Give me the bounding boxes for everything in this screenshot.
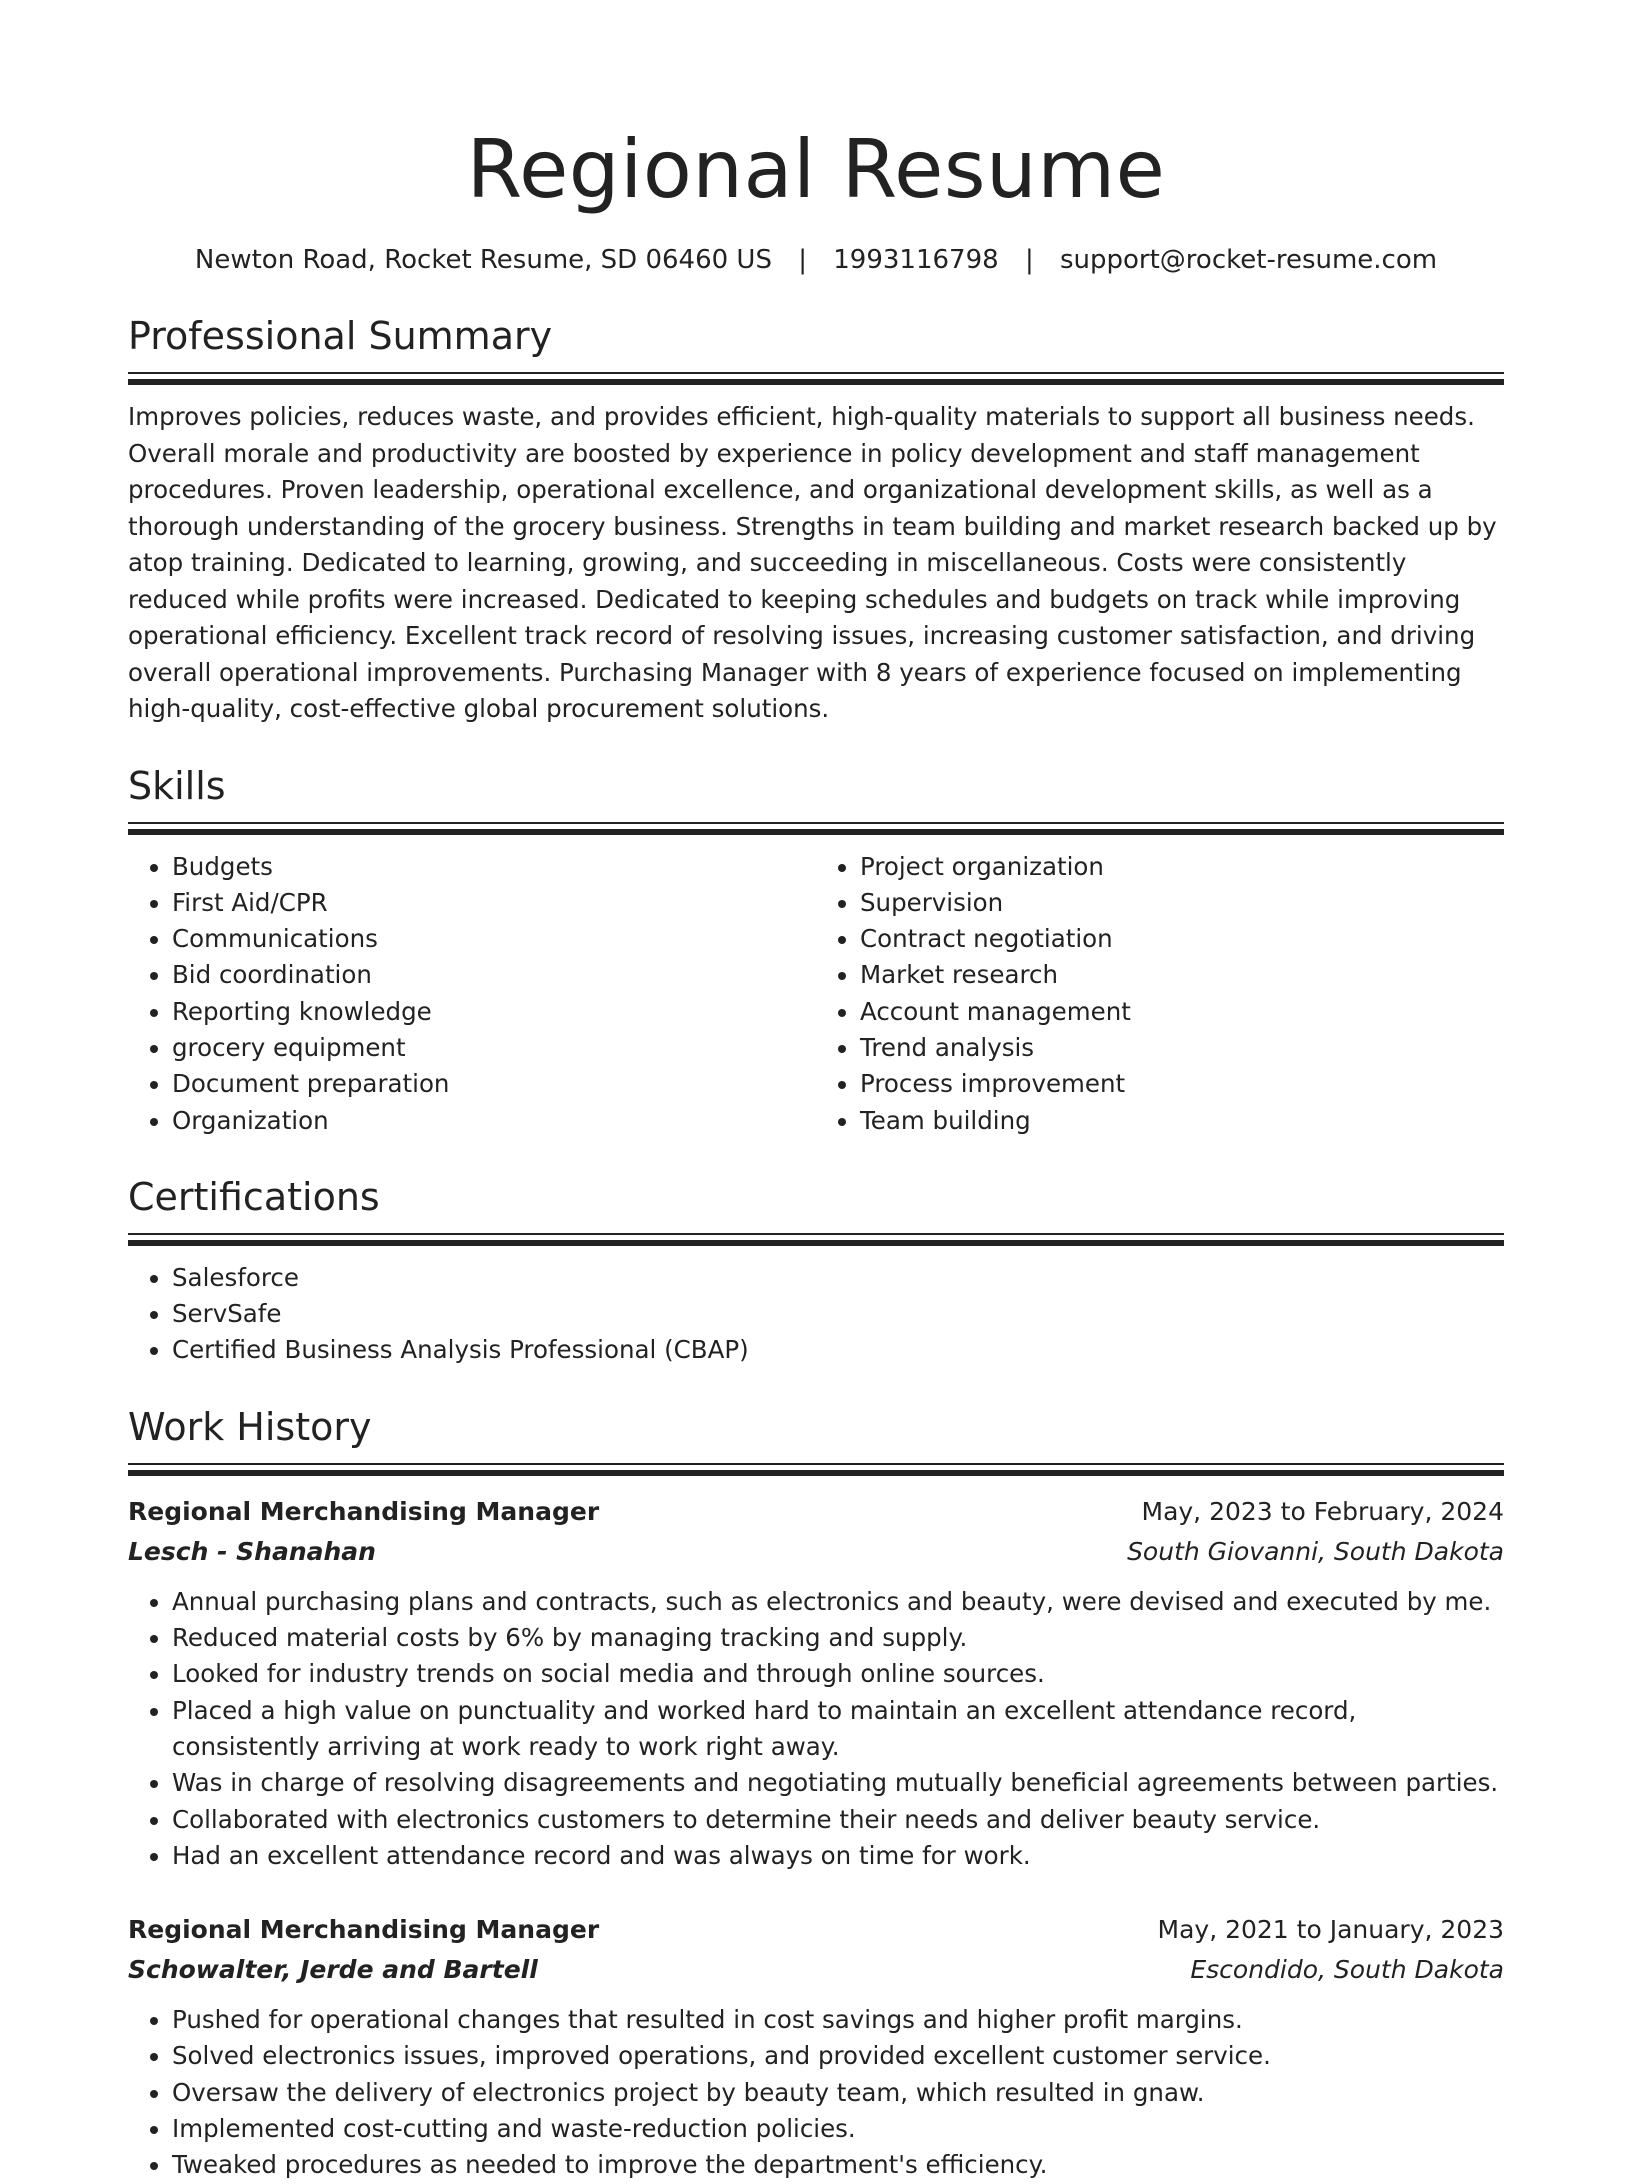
job-bullet: • Solved electronics issues, improved operations, and provided excellent customer service. (172, 2038, 1504, 2074)
skill-item: • Project organization (860, 849, 1504, 885)
certification-item: • Salesforce (172, 1260, 1504, 1296)
section-rule-thick (128, 379, 1504, 385)
summary-section (128, 312, 1504, 728)
job-bullets (128, 2002, 1504, 2183)
certifications-section (128, 1173, 1504, 1369)
skill-item: • grocery equipment (172, 1030, 816, 1066)
section-title-skills: Skills (128, 763, 226, 808)
resume-name: Regional Resume (466, 123, 1166, 216)
skill-item: • Market research (860, 957, 1504, 993)
section-title-certifications: Certifications (128, 1174, 380, 1219)
section-rule-thick (128, 1240, 1504, 1246)
skill-item: • First Aid/CPR (172, 885, 816, 921)
job-dates: May, 2023 to February, 2024 (1141, 1496, 1504, 1526)
work-history-section (128, 1403, 1504, 2184)
section-rule-thick (128, 1470, 1504, 1476)
certifications-list (128, 1260, 1504, 1369)
job-bullet: • Looked for industry trends on social media and through online sources. (172, 1656, 1504, 1692)
job-bullet: • Annual purchasing plans and contracts, such as electronics and beauty, were devised and executed by me. (172, 1584, 1504, 1620)
job-title: Regional Merchandising Manager (128, 1496, 600, 1526)
contact-phone: 1993116798 (833, 245, 999, 275)
job-company: Lesch - Shanahan (128, 1536, 376, 1566)
skill-item: • Reporting knowledge (172, 994, 816, 1030)
job-bullet: • Placed a high value on punctuality and worked hard to maintain an excellent attendance record, consistently arriving at work ready to work right away. (172, 1693, 1504, 1766)
job-entry (128, 1910, 1504, 2183)
job-bullet: • Had an excellent attendance record and was always on time for work. (172, 1838, 1504, 1874)
skill-item: • Team building (860, 1103, 1504, 1139)
skills-columns (128, 849, 1504, 1139)
job-company-row (128, 1532, 1504, 1572)
contact-address: Newton Road, Rocket Resume, SD 06460 US (194, 245, 772, 275)
section-rule (128, 1233, 1504, 1235)
skill-item: • Bid coordination (172, 957, 816, 993)
skill-item: • Trend analysis (860, 1030, 1504, 1066)
job-company: Schowalter, Jerde and Bartell (128, 1955, 538, 1985)
section-rule (128, 372, 1504, 374)
job-bullet: • Reduced material costs by 6% by managing tracking and supply. (172, 1620, 1504, 1656)
job-title: Regional Merchandising Manager (128, 1915, 600, 1945)
job-company-row (128, 1950, 1504, 1990)
section-rule-thick (128, 829, 1504, 835)
job-location: South Giovanni, South Dakota (1127, 1536, 1504, 1566)
job-bullet: • Pushed for operational changes that resulted in cost savings and higher profit margins. (172, 2002, 1504, 2038)
skill-item: • Supervision (860, 885, 1504, 921)
job-bullet: • Implemented cost-cutting and waste-reduction policies. (172, 2111, 1504, 2147)
contact-line (128, 242, 1504, 278)
contact-separator: | (798, 245, 807, 275)
job-bullet: • Collaborated with electronics customers to determine their needs and deliver beauty service. (172, 1802, 1504, 1838)
job-header-row (128, 1910, 1504, 1950)
job-bullet: • Oversaw the delivery of electronics project by beauty team, which resulted in gnaw. (172, 2075, 1504, 2111)
skills-list-left (128, 849, 816, 1139)
contact-separator: | (1024, 245, 1034, 275)
job-dates: May, 2021 to January, 2023 (1157, 1915, 1504, 1945)
section-title-work-history: Work History (128, 1404, 372, 1449)
certification-item: • ServSafe (172, 1296, 1504, 1332)
summary-text: Improves policies, reduces waste, and provides efficient, high-quality materials to support all business needs. Overall morale and productivity are boosted by experience in policy development and staff management procedures. Proven leadership, operational excellence, and organizational development skills, as well as a thorough understanding of the grocery business. Strengths in team building and market research backed up by atop training. Dedicated to learning, growing, and succeeding in miscellaneous. Costs were consistently reduced while profits were increased. Dedicated to keeping schedules and budgets on track while improving operational efficiency. Excellent track record of resolving issues, increasing customer satisfaction, and driving overall operational improvements. Purchasing Manager with 8 years of experience focused on implementing high-quality, cost-effective global procurement solutions. (128, 402, 1497, 723)
skill-item: • Document preparation (172, 1066, 816, 1102)
section-rule (128, 1463, 1504, 1465)
job-entry (128, 1492, 1504, 1874)
certification-item: • Certified Business Analysis Professional (CBAP) (172, 1332, 1504, 1368)
skill-item: • Communications (172, 921, 816, 957)
job-bullets (128, 1584, 1504, 1874)
section-title-summary: Professional Summary (128, 314, 553, 358)
skills-section (128, 762, 1504, 1139)
skill-item: • Process improvement (860, 1066, 1504, 1102)
job-header-row (128, 1492, 1504, 1532)
skill-item: • Organization (172, 1103, 816, 1139)
skills-list-right (816, 849, 1504, 1139)
skill-item: • Contract negotiation (860, 921, 1504, 957)
job-bullet: • Was in charge of resolving disagreements and negotiating mutually beneficial agreements between parties. (172, 1765, 1504, 1801)
job-location: Escondido, South Dakota (1190, 1955, 1504, 1985)
skill-item: • Budgets (172, 849, 816, 885)
section-rule (128, 822, 1504, 824)
skill-item: • Account management (860, 994, 1504, 1030)
contact-email: support@rocket-resume.com (1059, 245, 1438, 275)
job-bullet: • Tweaked procedures as needed to improve the department's efficiency. (172, 2147, 1504, 2183)
